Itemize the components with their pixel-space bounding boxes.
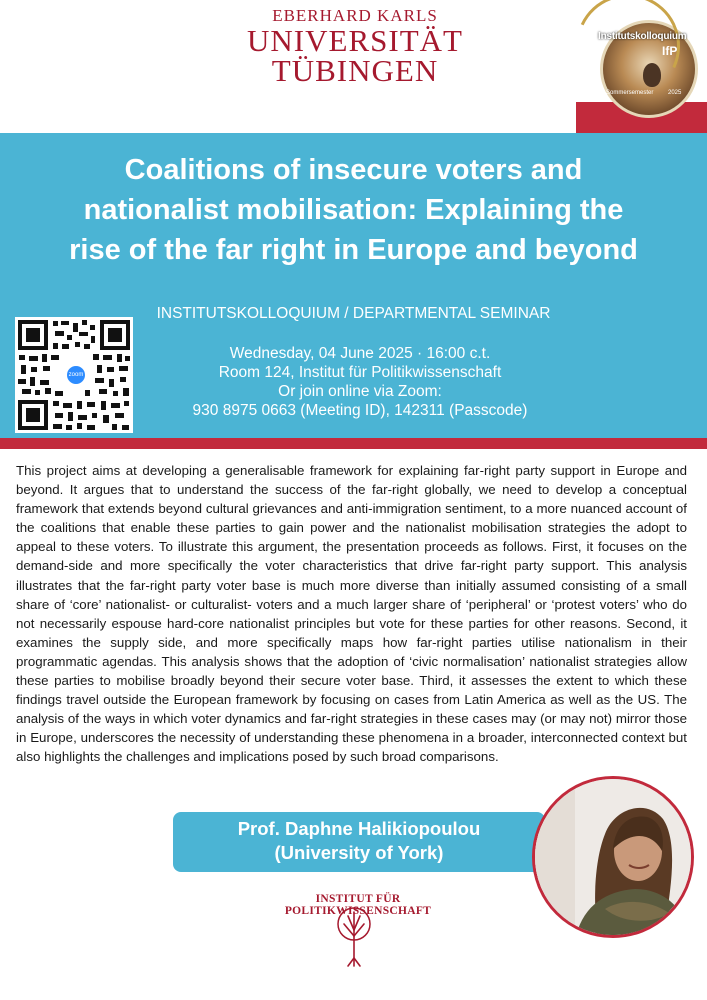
university-name-line3: TÜBINGEN — [271, 53, 439, 88]
speaker-name: Prof. Daphne Halikiopoulou — [237, 818, 481, 839]
badge-abbr: IfP — [662, 44, 678, 58]
institute-name: INSTITUT FÜR POLITIKWISSENSCHAFT — [284, 893, 432, 917]
zoom-meeting-info[interactable]: 930 8975 0663 (Meeting ID), 142311 (Passcode) — [192, 402, 528, 419]
event-title-line1: Coalitions of insecure voters and — [124, 154, 583, 186]
badge-term: Sommersemester — [606, 90, 654, 96]
divider-bar — [0, 438, 707, 449]
event-details — [150, 344, 570, 420]
event-title — [20, 150, 687, 270]
university-logo — [230, 6, 480, 86]
colloquium-badge — [576, 0, 707, 135]
abstract-text: This project aims at developing a generalisable framework for explaining far-right party support in Europe and beyond. It argues that to understand the success of the far-right globally, we need to develop a conceptual framework that extends beyond cultural grievances and anti-immigration sentiment, to a more nuanced account of the coalitions that enable these parties to gain power and the nationalist mobilisation strategies the adopt to appeal to these voters. To illustrate this argument, the presentation proceeds as follows. First, it focuses on the demand-side and more specifically the voter characteristics that drive far-right party support. This analysis illustrates that the far-right party voter base is much more diverse than initially assumed consisting of a small share of ‘core’ nationalist- or culturalist- voters and a much larger share of ‘peripheral’ or ‘protest voters’ who do not necessarily espouse hard-core nationalist principles but vote for these parties for other reasons. Second, it examines the supply side, and more specifically maps how far-right parties utilise nationalism in their programmatic agendas. This analysis shows that the adoption of ‘civic normalisation’ nationalist strategies allow these parties to mobilise broadly beyond their secure voter base. Third, it assesses the extent to which these findings travel outside the European framework by focusing on cases from Latin America as well as the US. The analysis of the ways in which voter dynamics and far-right strategies in these cases may (or may not) mirror those in Europe, underscores the necessity of understanding these phenomena in a broader, interconnected context but also highlights the challenges and implications posed by such broad comparisons. — [16, 463, 687, 765]
event-title-line2: nationalist mobilisation: Explaining the — [83, 194, 624, 226]
event-date-time: Wednesday, 04 June 2025 · 16:00 c.t. — [229, 345, 491, 362]
institute-tree-logo-icon — [336, 906, 372, 968]
speaker-photo — [532, 776, 694, 938]
speaker-affiliation: (University of York) — [274, 842, 444, 863]
badge-title: Institutskolloquium — [598, 31, 687, 42]
speaker-box — [173, 812, 545, 872]
event-online-note: Or join online via Zoom: — [278, 383, 442, 400]
zoom-qr-code[interactable] — [15, 317, 133, 433]
badge-year: 2025 — [668, 90, 682, 96]
university-name-line1: EBERHARD KARLS — [272, 6, 438, 25]
event-title-line3: rise of the far right in Europe and beyond — [69, 234, 638, 266]
speaker-portrait-icon — [535, 779, 694, 938]
series-label: INSTITUTSKOLLOQUIUM / DEPARTMENTAL SEMINAR — [156, 305, 551, 322]
zoom-logo-icon: zoom — [65, 364, 87, 386]
university-name-line2: UNIVERSITÄT — [247, 23, 463, 58]
event-room: Room 124, Institut für Politikwissenschaft — [218, 364, 502, 381]
